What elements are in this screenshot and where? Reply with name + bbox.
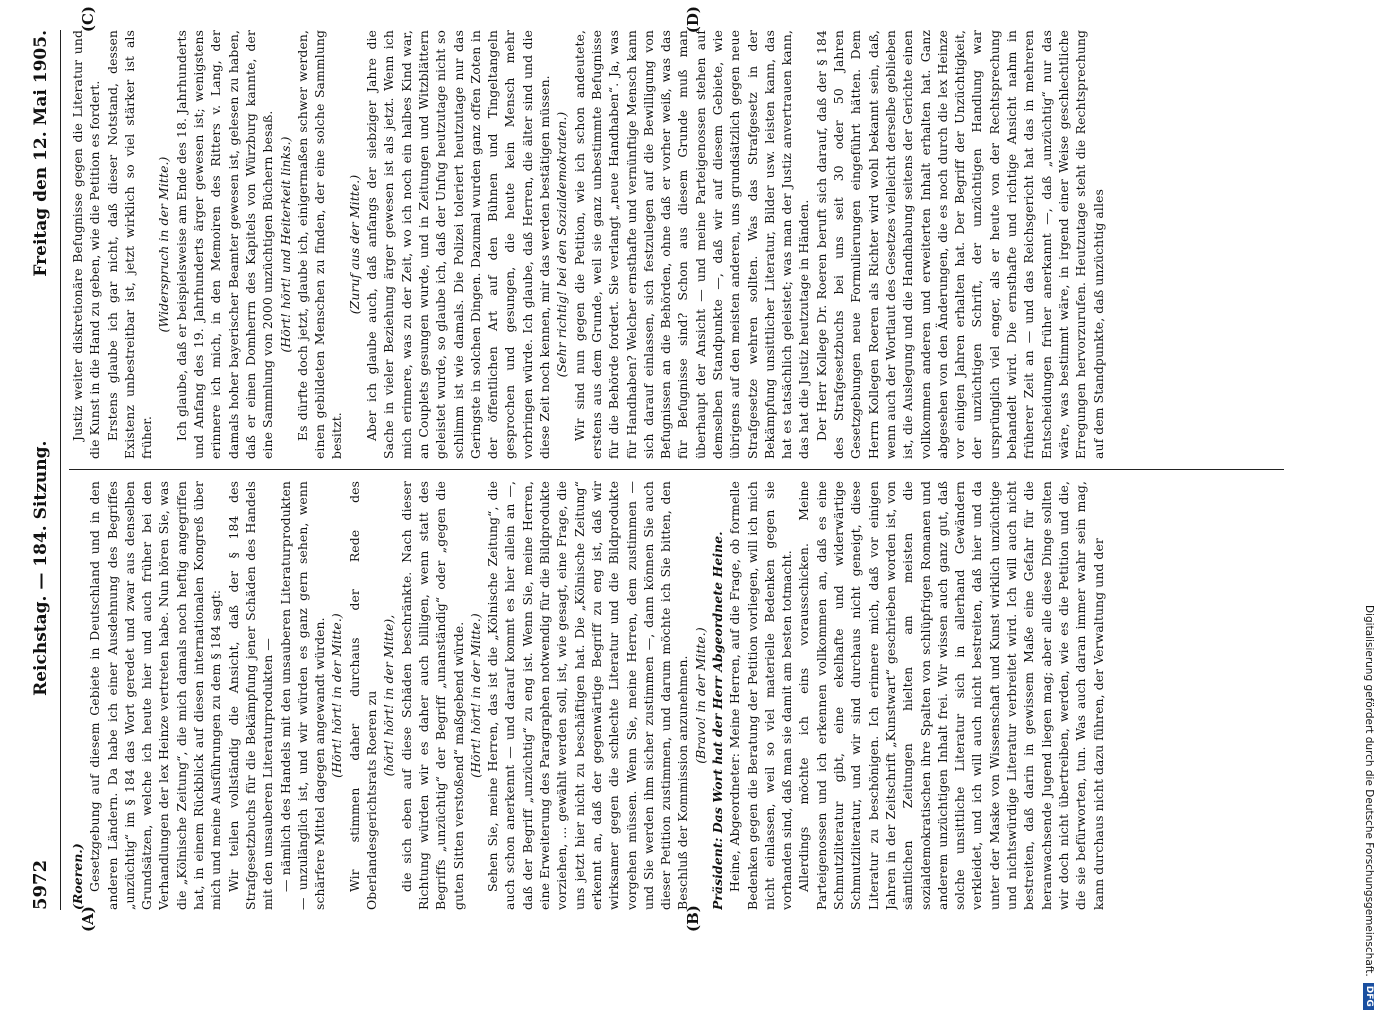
left-interj-8: (Hört! hört! in der Mitte.)	[467, 613, 483, 778]
dfg-logo: DFG	[1364, 983, 1375, 1010]
credit-text: Digitalisierung gefördert durch die Deutsche Forschungsgemeinschaft.	[1363, 605, 1375, 977]
margin-marker-c: (C)	[79, 6, 97, 33]
right-para-5: Es dürfte doch jetzt, glaube ich, einigermaßen schwer werden, einen gebildeten Menschen zu finden, der eine solche Sammlung besitzt.	[294, 30, 345, 459]
left-para-9: Sehen Sie, meine Herren, das ist die „Kölnische Zeitung“, die auch schon anerkennt — und darauf kommt es hier allein an —, daß der Begriff „unzüchtig“ zu eng ist. Wenn Sie, meine Herren, eine Erweiterung des Paragraphen notwendig für die Bildprodukte vorziehen, ... gewählt werden soll, ist, wie gesagt, eine Frage, die uns jetzt hier nicht zu beschäftigen hat. Die „Kölnische Zeitung“ erkennt an, daß der gegenwärtige Begriff zu eng ist, daß wir wirksamer gegen die schlechte Literatur und die Bildprodukte vorgehen müssen. Wenn Sie, meine Herren, dem zustimmen — und Sie werden ihm sicher zustimmen —, dann können Sie auch dieser Petition zustimmen, und darum möchte ich Sie bitten, den Beschluß der Kommission anzunehmen.	[485, 481, 691, 910]
left-para-12: Heine, Abgeordneter: Meine Herren, auf die Frage, ob formelle Bedenken gegen die Beratung der Petition vorliegen, will ich mich nicht einlassen, weil so viel materielle Bedenken gegen sie vorhanden sind, daß man sie damit am besten totmacht.	[727, 481, 795, 910]
column-rule	[69, 469, 1284, 470]
digitization-credit	[1363, 0, 1375, 1007]
right-interj-2: (Widerspruch in der Mitte.)	[156, 156, 172, 333]
text-columns	[69, 6, 1284, 932]
right-column	[69, 30, 1284, 459]
left-para-2: Wir teilen vollständig die Ansicht, daß der § 184 des Strafgesetzbuchs für die Bekämpfung jener Schäden des Handels mit den unsauberen Literaturprodukten —	[225, 481, 276, 910]
right-para-3: Ich glaube, daß er beispielsweise am Ende des 18. Jahrhunderts und Anfang des 19. Jahrhunderts ärger gewesen ist; wenigstens erinnere ich mich, in den Memoiren des Ritters v. Lang, der damals hoher bayerischer Beamter gewesen ist, gelesen zu haben, daß er einen Domherrn des Kapitels von Würzburg kannte, der eine Sammlung von 2000 unzüchtigen Büchern besaß.	[173, 30, 276, 459]
left-para-1: Gesetzgebung auf diesem Gebiete in Deutschland und in den anderen Ländern. Da habe ich einer Ausdehnung des Begriffes „unzüchtig“ im § 184 das Wort geredet und zwar aus denselben Grundsätzen, welche ich heute hier und auch früher bei den Verhandlungen der lex Heinze vertreten habe. Nun hören Sie, was die „Kölnische Zeitung“, die mich damals noch heftig angegriffen hat, in einem Rückblick auf diesen internationalen Kongreß über mich und meine Ausführungen zu dem § 184 sagt:	[87, 481, 224, 910]
left-column	[69, 481, 1284, 910]
left-para-7: die sich eben auf diese Schäden beschränkte. Nach dieser Richtung würden wir es daher auch billigen, wenn statt des Begriffs „unzüchtig“ der Begriff „unanständig“ oder „gegen die guten Sitten verstoßend“ maßgebend würde.	[398, 481, 466, 910]
right-interj-8: (Sehr richtig! bei den Sozialdemokraten.)	[554, 111, 570, 378]
left-interj-10: (Bravo! in der Mitte.)	[692, 627, 708, 764]
header-title: Reichstag. — 184. Sitzung.	[31, 440, 51, 696]
margin-marker-d: (D)	[684, 6, 702, 34]
margin-marker-b: (B)	[684, 905, 702, 932]
right-interj-6: (Zuruf aus der Mitte.)	[346, 174, 362, 315]
left-para-13: Allerdings möchte ich eins vorausschicken. Meine Parteigenossen und ich erkennen vollkommen an, daß es eine Schmutzliteratur gibt, eine ekelhafte und widerwärtige Schmutzliteratur, und wir sind durchaus nicht geneigt, diese Literatur zu beschönigen. Ich erinnere mich, daß vor einigen Jahren in der Zeitschrift „Kunstwart“ geschrieben worden ist, von sämtlichen Zeitungen hielten am meisten die sozialdemokratischen ihre Spalten von schlüpfrigen Romanen und anderem unzüchtigen Inhalt frei. Wir wissen auch ganz gut, daß solche unsittliche Literatur sich in allerhand Gewändern verkleidet, und ich will auch nicht bestreiten, daß hier und da unter der Maske von Wissenschaft und Kunst wirklich unzüchtige und nichtswürdige Literatur verbreitet wird. Ich will auch nicht bestreiten, daß darin in gewissem Maße eine Gefahr für die heranwachsende Jugend liegen mag; aber alle diese Dinge sollten wir doch nicht übertreiben, werden, wie es die Petition und die, die sie befürworten, tun. Was auch daran immer wahr sein mag, kann durchaus nicht dazu führen, der Verwaltung und der	[796, 481, 1106, 910]
left-speaker-11: Präsident: Das Wort hat der Herr Abgeordnete Heine.	[709, 531, 725, 910]
right-para-1: Erstens glaube ich gar nicht, daß dieser Notstand, dessen Existenz unbestreitbar ist, jetzt wirklich so viel stärker ist als früher.	[104, 30, 155, 459]
right-para-7: Aber ich glaube auch, daß anfangs der siebziger Jahre die Sache in vieler Beziehung ärger gewesen ist als jetzt. Wenn ich mich erinnere, was zu der Zeit, wo ich noch ein halbes Kind war, an Couplets gesungen wurde, und in Zeitungen und Witzblättern geleistet wurde, so glaube ich, daß der Unfug heutzutage nicht so schlimm ist wie damals. Die Polizei toleriert heutzutage nur das Geringste in solchen Dingen. Dazumal wurden ganz offen Zoten in der öffentlichen Art auf den Bühnen und Tingeltangeln gesprochen und gesungen, die heute kein Mensch mehr vorbringen würde. Ich glaube, daß Herren, die älter sind und die diese Zeit noch kennen, mir das werden bestätigen müssen.	[364, 30, 553, 459]
left-interj-4: (Hört! hört! in der Mitte.)	[329, 613, 345, 778]
left-interj-6: (hört! hört! in der Mitte),	[381, 614, 397, 777]
right-interj-4: (Hört! hört! und Heiterkeit links.)	[277, 136, 293, 353]
left-para-3: — nämlich des Handels mit den unsauberen Literaturprodukten — unzulänglich ist, und wir würden es ganz gern sehen, wenn schärfere Mittel dagegen angewandt würden.	[277, 481, 328, 910]
header-date: Freitag den 12. Mai 1905.	[31, 30, 51, 277]
right-para-9: Wir sind nun gegen die Petition, wie ich schon andeutete, erstens aus dem Grunde, weil sie ganz unbestimmte Befugnisse für die Behörde fordert. Sie verlangt „neue Handhaben“. Ja, was für Handhaben? Welcher ernsthafte und vernünftige Mensch kann sich darauf einlassen, sich festzulegen auf die Bewilligung von Befugnissen an die Behörden, ohne daß er vorher weiß, was das für Befugnisse sind? Schon aus diesem Grunde muß man überhaupt der Ansicht — und meine Parteigenossen stehen auf demselben Standpunkte —, daß wir auf diesem Gebiete, wie übrigens auf den meisten anderen, uns grundsätzlich gegen neue Strafgesetze wehren sollten. Was das Strafgesetz in der Bekämpfung unsittlicher Literatur, Bilder usw. leisten kann, das hat es tatsächlich geleistet; was man der Justiz anvertrauen kann, das hat die Justiz heutzutage in Händen.	[571, 30, 812, 459]
right-para-10: Der Herr Kollege Dr. Roeren beruft sich darauf, daß der § 184 des Strafgesetzbuchs bei uns seit 30 oder 50 Jahren Gesetzgebungen neue Formulierungen eingeführt hätten. Dem Herrn Kollegen Roeren als Richter wird wohl bekannt sein, daß, wenn auch der Wortlaut des Gesetzes vielleicht derselbe geblieben ist, die Auslegung und die Handhabung seitens der Gerichte einen vollkommen anderen und erweiterten Inhalt erhalten hat. Ganz abgesehen von den Änderungen, die es noch durch die lex Heinze vor einigen Jahren erhalten hat. Der Begriff der Unzüchtigkeit, der unzüchtigen Schrift, der unzüchtigen Handlung war ursprünglich viel enger, als er heute von der Rechtsprechung behandelt wird. Die ernsthafte und richtige Ansicht nahm in früherer Zeit an — und das Reichsgericht hat das in mehreren Entscheidungen früher anerkannt —, daß „unzüchtig“ nur das wäre, was bestimmt wäre, in irgend einer Weise geschlechtliche Erregungen hervorzurufen. Heutzutage steht die Rechtsprechung auf dem Standpunkte, daß unzüchtig alles	[813, 30, 1106, 459]
right-para-0: Justiz weiter diskretionäre Befugnisse gegen die Literatur und die Kunst in die Hand zu geben, wie die Petition es fordert.	[70, 30, 103, 459]
left-speaker-0: (Roeren.)	[70, 843, 85, 910]
page-header	[30, 30, 61, 910]
left-para-5: Wir stimmen daher durchaus der Rede des Oberlandesgerichtsrats Roeren zu	[346, 481, 380, 910]
margin-marker-a: (A)	[79, 906, 97, 932]
page-number: 5972	[30, 859, 51, 910]
